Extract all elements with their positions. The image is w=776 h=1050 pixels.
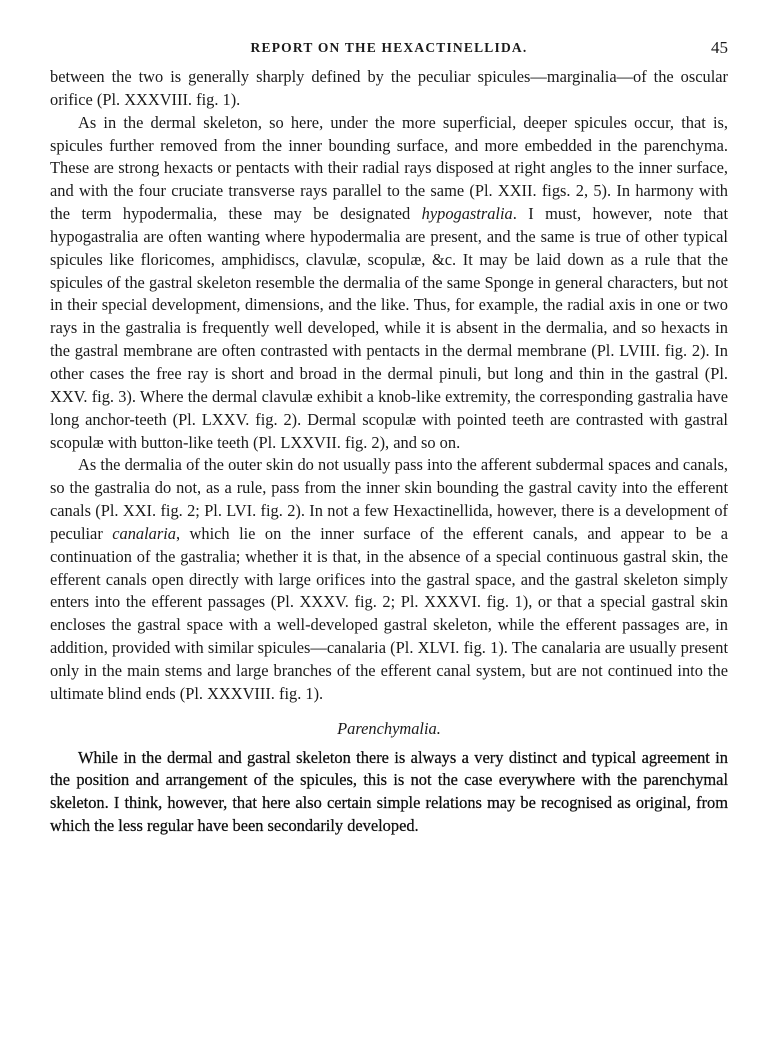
paragraph-continuation xyxy=(50,66,728,112)
body-text xyxy=(50,66,728,706)
text-run: , which lie on the inner surface of the efferent canals, and appear to be a continuation of the gastralia; whether it is that, in the absence of a special continuous gastral skin, the efferent canals open directly with large orifices into the gastral space, and the gastral skeleton simply enters into the efferent passages (Pl. XXXV. fig. 2; Pl. XXXVI. fig. 1), or that a special gastral skin encloses the gastral space with a well-developed gastral skeleton, while the efferent passages are, in addition, provided with similar spicules—canalaria (Pl. XLVI. fig. 1). The canalaria are usually present only in the main stems and large branches of the efferent canal system, but are not continued into the ultimate blind ends (Pl. XXXVIII. fig. 1). xyxy=(50,523,728,703)
text-run: between the two is generally sharply defined by the peculiar spicules—marginalia—of the oscular orifice (Pl. XXXVIII. fig. 1). xyxy=(50,67,728,109)
text-run: . I must, however, note that hypogastralia are often wanting where hypodermalia are present, and the same is true of other typical spicules like floricomes, amphidiscs, clavulæ, scopulæ, &c. It may be laid down as a rule that the spicules of the gastral skeleton resemble the dermalia of the same Sponge in general characters, but not in their special development, dimensions, and the like. Thus, for example, the radial axis in one or two rays in the gastralia is frequently well developed, while it is absent in the dermalia, and so hexacts in the gastral membrane are often contrasted with pentacts in the dermal membrane (Pl. LVIII. fig. 2). In other cases the free ray is short and broad in the dermal pinuli, but long and thin in the gastral (Pl. XXV. fig. 3). Where the dermal clavulæ exhibit a knob-like extremity, the corresponding gastralia have long anchor-teeth (Pl. LXXV. fig. 2). Dermal scopulæ with pointed teeth are contrasted with gastral scopulæ with button-like teeth (Pl. LXXVII. fig. 2), and so on. xyxy=(50,204,728,452)
text-run: As the dermalia of the outer skin do not usually pass into the afferent subdermal spaces and canals, so the gastralia do not, as a rule, pass from the inner skin bounding the gastral cavity into the efferent canals (Pl. XXI. fig. 2; Pl. LVI. fig. 2). In not a few Hexactinellida, however, there is a development of peculiar xyxy=(50,455,728,543)
page-number: 45 xyxy=(711,38,728,57)
section-heading-parenchymalia: Parenchymalia. xyxy=(337,718,441,738)
section-body xyxy=(50,747,728,838)
paragraph-gastral-spicules xyxy=(50,112,728,455)
paragraph-parenchymal-skeleton xyxy=(50,747,728,838)
running-header xyxy=(50,40,728,66)
document-page xyxy=(50,40,728,838)
text-run: As in the dermal skeleton, so here, under the more superficial, deeper spicules occur, that is, spicules further removed from the inner bounding surface, and more embedded in the parenchyma. These are strong hexacts or pentacts with their radial rays disposed at right angles to the inner surface, and with the four cruciate transverse rays parallel to the same (Pl. XXII. figs. 2, 5). In harmony with the term hypodermalia, these may be designated xyxy=(50,112,728,224)
paragraph-canalaria xyxy=(50,454,728,705)
italic-term: canalaria xyxy=(112,523,176,543)
italic-term: hypogastralia xyxy=(421,204,513,224)
running-title: REPORT ON THE HEXACTINELLIDA. xyxy=(250,40,528,55)
text-run: While in the dermal and gastral skeleton there is always a very distinct and typical agreement in the position and arrangement of the spicules, this is not the case everywhere with the parenchymal skeleton. I think, however, that here also certain simple relations may be recognised as original, from which the less regular have been secondarily developed. xyxy=(50,747,728,836)
